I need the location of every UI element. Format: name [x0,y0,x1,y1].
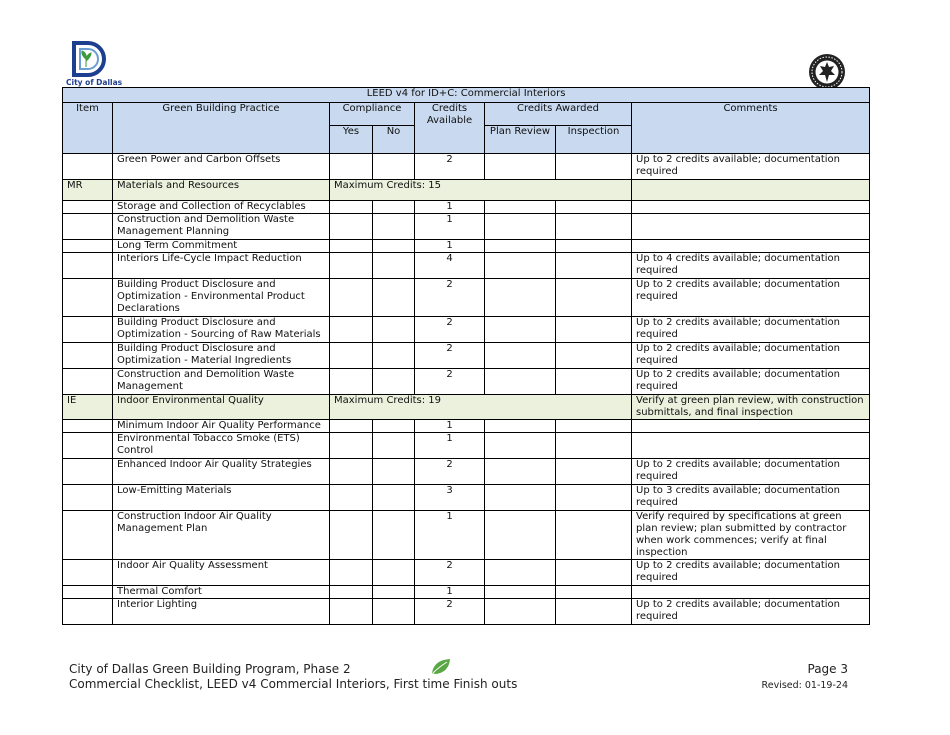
item-cell [63,369,113,395]
yes-cell [330,253,373,279]
practice-cell: Thermal Comfort [113,586,330,599]
yes-cell [330,279,373,317]
credits-available-cell: 1 [415,240,485,253]
col-inspection-header: Inspection [556,126,632,154]
practice-cell: Interior Lighting [113,599,330,625]
inspection-cell [556,253,632,279]
comments-cell: Up to 2 credits available; documentation required [632,369,870,395]
comments-cell [632,180,870,201]
item-cell [63,459,113,485]
plan-review-cell [485,459,556,485]
no-cell [373,253,415,279]
inspection-cell [556,279,632,317]
practice-cell: Environmental Tobacco Smoke (ETS) Control [113,433,330,459]
practice-cell: Construction and Demolition Waste Management Planning [113,214,330,240]
section-row [63,395,870,420]
comments-cell: Up to 2 credits available; documentation required [632,560,870,586]
item-cell [63,253,113,279]
inspection-cell [556,154,632,180]
inspection-cell [556,240,632,253]
city-of-dallas-logo [66,40,122,88]
dallas-d-icon [66,40,112,78]
no-cell [373,201,415,214]
footer-program: City of Dallas Green Building Program, Phase 2 [69,662,351,676]
comments-cell: Up to 2 credits available; documentation required [632,343,870,369]
yes-cell [330,214,373,240]
inspection-cell [556,586,632,599]
yes-cell [330,485,373,511]
credits-available-cell: 2 [415,369,485,395]
table-row [63,459,870,485]
no-cell [373,317,415,343]
inspection-cell [556,485,632,511]
credits-available-cell: 1 [415,511,485,560]
inspection-cell [556,459,632,485]
table-row [63,420,870,433]
credits-available-cell: 1 [415,201,485,214]
plan-review-cell [485,317,556,343]
plan-review-cell [485,420,556,433]
item-cell [63,317,113,343]
footer-right [762,662,848,693]
inspection-cell [556,433,632,459]
item-cell [63,599,113,625]
usgbc-seal-logo [808,53,846,91]
credits-available-cell: 2 [415,154,485,180]
plan-review-cell [485,599,556,625]
no-cell [373,154,415,180]
table-row [63,214,870,240]
comments-cell: Up to 2 credits available; documentation required [632,317,870,343]
inspection-cell [556,599,632,625]
comments-cell: Up to 2 credits available; documentation required [632,459,870,485]
usgbc-seal-icon [808,53,846,91]
practice-cell: Indoor Environmental Quality [113,395,330,420]
comments-cell [632,586,870,599]
no-cell [373,279,415,317]
credits-available-cell: 3 [415,485,485,511]
plan-review-cell [485,214,556,240]
table-row [63,369,870,395]
plan-review-cell [485,485,556,511]
no-cell [373,343,415,369]
item-cell [63,420,113,433]
yes-cell [330,154,373,180]
comments-cell: Verify at green plan review, with construction submittals, and final inspection [632,395,870,420]
table-row [63,253,870,279]
plan-review-cell [485,154,556,180]
table-row [63,279,870,317]
practice-cell: Materials and Resources [113,180,330,201]
no-cell [373,511,415,560]
credits-available-cell: 2 [415,317,485,343]
yes-cell [330,511,373,560]
plan-review-cell [485,201,556,214]
page-number: Page 3 [807,662,848,676]
no-cell [373,459,415,485]
plan-review-cell [485,560,556,586]
practice-cell: Indoor Air Quality Assessment [113,560,330,586]
table-row [63,433,870,459]
comments-cell [632,420,870,433]
item-cell [63,511,113,560]
credits-available-cell: 2 [415,459,485,485]
inspection-cell [556,317,632,343]
inspection-cell [556,214,632,240]
practice-cell: Storage and Collection of Recyclables [113,201,330,214]
credits-available-cell: 2 [415,343,485,369]
item-cell: IE [63,395,113,420]
yes-cell [330,420,373,433]
table-row [63,201,870,214]
yes-cell [330,369,373,395]
yes-cell [330,317,373,343]
plan-review-cell [485,253,556,279]
yes-cell [330,433,373,459]
practice-cell: Building Product Disclosure and Optimization - Material Ingredients [113,343,330,369]
credits-available-cell: 1 [415,420,485,433]
item-cell [63,433,113,459]
item-cell [63,201,113,214]
practice-cell: Green Power and Carbon Offsets [113,154,330,180]
practice-cell: Interiors Life-Cycle Impact Reduction [113,253,330,279]
item-cell [63,560,113,586]
plan-review-cell [485,369,556,395]
table-row [63,240,870,253]
credits-available-cell: 2 [415,279,485,317]
comments-cell [632,214,870,240]
col-no-header: No [373,126,415,154]
practice-cell: Enhanced Indoor Air Quality Strategies [113,459,330,485]
practice-cell: Building Product Disclosure and Optimization - Environmental Product Declarations [113,279,330,317]
no-cell [373,560,415,586]
comments-cell [632,433,870,459]
plan-review-cell [485,511,556,560]
table-row [63,317,870,343]
item-cell [63,586,113,599]
practice-cell: Minimum Indoor Air Quality Performance [113,420,330,433]
practice-cell: Construction and Demolition Waste Management [113,369,330,395]
inspection-cell [556,560,632,586]
no-cell [373,369,415,395]
table-row [63,511,870,560]
item-cell [63,279,113,317]
table-title: LEED v4 for ID+C: Commercial Interiors [63,88,870,103]
item-cell [63,154,113,180]
credits-available-cell: 1 [415,586,485,599]
yes-cell [330,459,373,485]
item-cell [63,240,113,253]
plan-review-cell [485,343,556,369]
comments-cell: Up to 4 credits available; documentation required [632,253,870,279]
credits-available-cell: 2 [415,560,485,586]
col-credits-awarded-header: Credits Awarded [485,103,632,126]
practice-cell: Low-Emitting Materials [113,485,330,511]
comments-cell: Up to 2 credits available; documentation required [632,154,870,180]
no-cell [373,214,415,240]
table-row [63,586,870,599]
col-comments-header: Comments [632,103,870,154]
credits-available-cell: 2 [415,599,485,625]
col-practice-header: Green Building Practice [113,103,330,154]
table-row [63,560,870,586]
max-credits-cell: Maximum Credits: 15 [330,180,632,201]
table-row [63,343,870,369]
practice-cell: Building Product Disclosure and Optimization - Sourcing of Raw Materials [113,317,330,343]
logo-caption: City of Dallas [66,78,123,87]
plan-review-cell [485,279,556,317]
col-credits-available-header: Credits Available [415,103,485,154]
comments-cell [632,201,870,214]
credits-available-cell: 1 [415,433,485,459]
leed-checklist-table [62,87,870,625]
no-cell [373,420,415,433]
no-cell [373,240,415,253]
table-row [63,154,870,180]
yes-cell [330,586,373,599]
comments-cell: Up to 3 credits available; documentation required [632,485,870,511]
col-compliance-header: Compliance [330,103,415,126]
practice-cell: Construction Indoor Air Quality Management Plan [113,511,330,560]
no-cell [373,433,415,459]
inspection-cell [556,201,632,214]
inspection-cell [556,511,632,560]
plan-review-cell [485,586,556,599]
col-plan-review-header: Plan Review [485,126,556,154]
section-row [63,180,870,201]
yes-cell [330,240,373,253]
yes-cell [330,343,373,369]
comments-cell: Up to 2 credits available; documentation required [632,599,870,625]
plan-review-cell [485,240,556,253]
table-row [63,485,870,511]
inspection-cell [556,343,632,369]
item-cell [63,343,113,369]
no-cell [373,599,415,625]
table-row [63,599,870,625]
item-cell: MR [63,180,113,201]
no-cell [373,586,415,599]
item-cell [63,485,113,511]
plan-review-cell [485,433,556,459]
yes-cell [330,599,373,625]
yes-cell [330,201,373,214]
yes-cell [330,560,373,586]
comments-cell: Up to 2 credits available; documentation required [632,279,870,317]
inspection-cell [556,420,632,433]
credits-available-cell: 1 [415,214,485,240]
leaf-icon [430,657,452,677]
max-credits-cell: Maximum Credits: 19 [330,395,632,420]
revised-date: Revised: 01-19-24 [761,680,848,691]
comments-cell [632,240,870,253]
item-cell [63,214,113,240]
no-cell [373,485,415,511]
col-yes-header: Yes [330,126,373,154]
credits-available-cell: 4 [415,253,485,279]
col-item-header: Item [63,103,113,154]
comments-cell: Verify required by specifications at green plan review; plan submitted by contractor when work commences; verify at final inspection [632,511,870,560]
footer-checklist: Commercial Checklist, LEED v4 Commercial Interiors, First time Finish outs [69,677,518,691]
inspection-cell [556,369,632,395]
practice-cell: Long Term Commitment [113,240,330,253]
